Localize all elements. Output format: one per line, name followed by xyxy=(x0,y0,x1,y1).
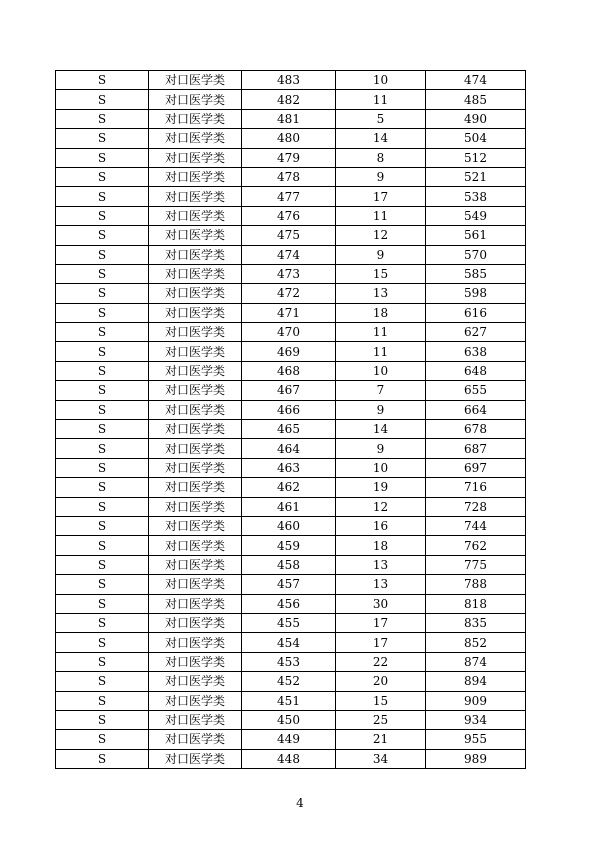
subject-category-cell: 对口医学类 xyxy=(149,264,242,283)
cumulative-count-cell: 909 xyxy=(426,691,526,710)
count-cell: 18 xyxy=(336,536,426,555)
subject-category-cell: 对口医学类 xyxy=(149,458,242,477)
table-row xyxy=(56,206,526,225)
category-code-cell: S xyxy=(56,749,149,768)
table-row xyxy=(56,129,526,148)
cumulative-count-cell: 512 xyxy=(426,148,526,167)
count-cell: 11 xyxy=(336,323,426,342)
category-code-cell: S xyxy=(56,691,149,710)
subject-category-cell: 对口医学类 xyxy=(149,420,242,439)
table-row xyxy=(56,167,526,186)
table-row xyxy=(56,187,526,206)
table-row xyxy=(56,497,526,516)
cumulative-count-cell: 627 xyxy=(426,323,526,342)
category-code-cell: S xyxy=(56,381,149,400)
score-cell: 465 xyxy=(242,420,336,439)
subject-category-cell: 对口医学类 xyxy=(149,536,242,555)
count-cell: 20 xyxy=(336,672,426,691)
subject-category-cell: 对口医学类 xyxy=(149,439,242,458)
score-cell: 453 xyxy=(242,652,336,671)
category-code-cell: S xyxy=(56,400,149,419)
table-row xyxy=(56,710,526,729)
score-cell: 482 xyxy=(242,90,336,109)
subject-category-cell: 对口医学类 xyxy=(149,90,242,109)
cumulative-count-cell: 664 xyxy=(426,400,526,419)
score-cell: 474 xyxy=(242,245,336,264)
score-cell: 466 xyxy=(242,400,336,419)
subject-category-cell: 对口医学类 xyxy=(149,187,242,206)
cumulative-count-cell: 934 xyxy=(426,710,526,729)
table-row xyxy=(56,749,526,768)
table-row xyxy=(56,90,526,109)
subject-category-cell: 对口医学类 xyxy=(149,361,242,380)
subject-category-cell: 对口医学类 xyxy=(149,613,242,632)
category-code-cell: S xyxy=(56,420,149,439)
count-cell: 14 xyxy=(336,420,426,439)
category-code-cell: S xyxy=(56,555,149,574)
count-cell: 16 xyxy=(336,516,426,535)
count-cell: 11 xyxy=(336,342,426,361)
cumulative-count-cell: 678 xyxy=(426,420,526,439)
count-cell: 13 xyxy=(336,284,426,303)
cumulative-count-cell: 744 xyxy=(426,516,526,535)
table-row xyxy=(56,672,526,691)
cumulative-count-cell: 648 xyxy=(426,361,526,380)
subject-category-cell: 对口医学类 xyxy=(149,516,242,535)
score-cell: 470 xyxy=(242,323,336,342)
score-cell: 468 xyxy=(242,361,336,380)
subject-category-cell: 对口医学类 xyxy=(149,303,242,322)
table-row xyxy=(56,400,526,419)
cumulative-count-cell: 818 xyxy=(426,594,526,613)
category-code-cell: S xyxy=(56,458,149,477)
score-cell: 481 xyxy=(242,109,336,128)
category-code-cell: S xyxy=(56,613,149,632)
category-code-cell: S xyxy=(56,129,149,148)
score-cell: 461 xyxy=(242,497,336,516)
count-cell: 18 xyxy=(336,303,426,322)
category-code-cell: S xyxy=(56,187,149,206)
table-row xyxy=(56,361,526,380)
cumulative-count-cell: 490 xyxy=(426,109,526,128)
cumulative-count-cell: 655 xyxy=(426,381,526,400)
score-cell: 469 xyxy=(242,342,336,361)
count-cell: 10 xyxy=(336,361,426,380)
count-cell: 15 xyxy=(336,691,426,710)
subject-category-cell: 对口医学类 xyxy=(149,710,242,729)
count-cell: 15 xyxy=(336,264,426,283)
score-cell: 473 xyxy=(242,264,336,283)
category-code-cell: S xyxy=(56,652,149,671)
category-code-cell: S xyxy=(56,361,149,380)
table-row xyxy=(56,323,526,342)
subject-category-cell: 对口医学类 xyxy=(149,730,242,749)
category-code-cell: S xyxy=(56,633,149,652)
category-code-cell: S xyxy=(56,342,149,361)
table-body xyxy=(56,71,526,769)
count-cell: 12 xyxy=(336,226,426,245)
cumulative-count-cell: 598 xyxy=(426,284,526,303)
cumulative-count-cell: 697 xyxy=(426,458,526,477)
count-cell: 19 xyxy=(336,478,426,497)
table-row xyxy=(56,342,526,361)
category-code-cell: S xyxy=(56,730,149,749)
cumulative-count-cell: 894 xyxy=(426,672,526,691)
cumulative-count-cell: 788 xyxy=(426,575,526,594)
count-cell: 22 xyxy=(336,652,426,671)
cumulative-count-cell: 638 xyxy=(426,342,526,361)
cumulative-count-cell: 561 xyxy=(426,226,526,245)
cumulative-count-cell: 504 xyxy=(426,129,526,148)
count-cell: 17 xyxy=(336,187,426,206)
cumulative-count-cell: 852 xyxy=(426,633,526,652)
count-cell: 17 xyxy=(336,613,426,632)
score-cell: 448 xyxy=(242,749,336,768)
count-cell: 11 xyxy=(336,206,426,225)
subject-category-cell: 对口医学类 xyxy=(149,71,242,90)
category-code-cell: S xyxy=(56,594,149,613)
score-cell: 457 xyxy=(242,575,336,594)
table-row xyxy=(56,730,526,749)
table-row xyxy=(56,71,526,90)
cumulative-count-cell: 585 xyxy=(426,264,526,283)
score-cell: 464 xyxy=(242,439,336,458)
count-cell: 9 xyxy=(336,439,426,458)
count-cell: 13 xyxy=(336,575,426,594)
cumulative-count-cell: 570 xyxy=(426,245,526,264)
cumulative-count-cell: 687 xyxy=(426,439,526,458)
category-code-cell: S xyxy=(56,264,149,283)
score-distribution-table xyxy=(55,70,526,769)
table-row xyxy=(56,439,526,458)
subject-category-cell: 对口医学类 xyxy=(149,206,242,225)
table-row xyxy=(56,420,526,439)
table-row xyxy=(56,691,526,710)
table-row xyxy=(56,633,526,652)
table-row xyxy=(56,555,526,574)
count-cell: 8 xyxy=(336,148,426,167)
subject-category-cell: 对口医学类 xyxy=(149,323,242,342)
count-cell: 9 xyxy=(336,400,426,419)
cumulative-count-cell: 989 xyxy=(426,749,526,768)
category-code-cell: S xyxy=(56,516,149,535)
cumulative-count-cell: 521 xyxy=(426,167,526,186)
table-row xyxy=(56,575,526,594)
category-code-cell: S xyxy=(56,323,149,342)
category-code-cell: S xyxy=(56,478,149,497)
count-cell: 25 xyxy=(336,710,426,729)
table-row xyxy=(56,536,526,555)
score-cell: 458 xyxy=(242,555,336,574)
table-row xyxy=(56,458,526,477)
subject-category-cell: 对口医学类 xyxy=(149,167,242,186)
subject-category-cell: 对口医学类 xyxy=(149,284,242,303)
score-cell: 463 xyxy=(242,458,336,477)
subject-category-cell: 对口医学类 xyxy=(149,342,242,361)
subject-category-cell: 对口医学类 xyxy=(149,400,242,419)
subject-category-cell: 对口医学类 xyxy=(149,691,242,710)
subject-category-cell: 对口医学类 xyxy=(149,652,242,671)
subject-category-cell: 对口医学类 xyxy=(149,478,242,497)
cumulative-count-cell: 728 xyxy=(426,497,526,516)
count-cell: 7 xyxy=(336,381,426,400)
score-cell: 467 xyxy=(242,381,336,400)
table-row xyxy=(56,516,526,535)
cumulative-count-cell: 538 xyxy=(426,187,526,206)
category-code-cell: S xyxy=(56,206,149,225)
category-code-cell: S xyxy=(56,148,149,167)
count-cell: 9 xyxy=(336,245,426,264)
score-cell: 483 xyxy=(242,71,336,90)
score-cell: 451 xyxy=(242,691,336,710)
subject-category-cell: 对口医学类 xyxy=(149,672,242,691)
category-code-cell: S xyxy=(56,109,149,128)
cumulative-count-cell: 955 xyxy=(426,730,526,749)
score-cell: 479 xyxy=(242,148,336,167)
score-cell: 450 xyxy=(242,710,336,729)
cumulative-count-cell: 775 xyxy=(426,555,526,574)
table-row xyxy=(56,148,526,167)
count-cell: 12 xyxy=(336,497,426,516)
score-cell: 475 xyxy=(242,226,336,245)
table-row xyxy=(56,478,526,497)
score-cell: 454 xyxy=(242,633,336,652)
subject-category-cell: 对口医学类 xyxy=(149,749,242,768)
score-cell: 478 xyxy=(242,167,336,186)
subject-category-cell: 对口医学类 xyxy=(149,555,242,574)
count-cell: 14 xyxy=(336,129,426,148)
score-cell: 456 xyxy=(242,594,336,613)
subject-category-cell: 对口医学类 xyxy=(149,381,242,400)
score-cell: 449 xyxy=(242,730,336,749)
category-code-cell: S xyxy=(56,226,149,245)
score-cell: 460 xyxy=(242,516,336,535)
category-code-cell: S xyxy=(56,672,149,691)
score-cell: 452 xyxy=(242,672,336,691)
count-cell: 17 xyxy=(336,633,426,652)
category-code-cell: S xyxy=(56,245,149,264)
score-cell: 455 xyxy=(242,613,336,632)
subject-category-cell: 对口医学类 xyxy=(149,129,242,148)
category-code-cell: S xyxy=(56,303,149,322)
count-cell: 30 xyxy=(336,594,426,613)
score-cell: 472 xyxy=(242,284,336,303)
table-row xyxy=(56,226,526,245)
cumulative-count-cell: 874 xyxy=(426,652,526,671)
table-row xyxy=(56,264,526,283)
subject-category-cell: 对口医学类 xyxy=(149,226,242,245)
cumulative-count-cell: 474 xyxy=(426,71,526,90)
count-cell: 5 xyxy=(336,109,426,128)
score-cell: 480 xyxy=(242,129,336,148)
subject-category-cell: 对口医学类 xyxy=(149,633,242,652)
cumulative-count-cell: 549 xyxy=(426,206,526,225)
score-cell: 477 xyxy=(242,187,336,206)
table-row xyxy=(56,594,526,613)
cumulative-count-cell: 485 xyxy=(426,90,526,109)
table-row xyxy=(56,381,526,400)
subject-category-cell: 对口医学类 xyxy=(149,148,242,167)
subject-category-cell: 对口医学类 xyxy=(149,245,242,264)
category-code-cell: S xyxy=(56,90,149,109)
count-cell: 10 xyxy=(336,71,426,90)
cumulative-count-cell: 716 xyxy=(426,478,526,497)
category-code-cell: S xyxy=(56,536,149,555)
table-row xyxy=(56,245,526,264)
count-cell: 13 xyxy=(336,555,426,574)
category-code-cell: S xyxy=(56,497,149,516)
page-number: 4 xyxy=(296,796,304,810)
category-code-cell: S xyxy=(56,710,149,729)
category-code-cell: S xyxy=(56,284,149,303)
score-cell: 471 xyxy=(242,303,336,322)
score-cell: 459 xyxy=(242,536,336,555)
table-row xyxy=(56,109,526,128)
count-cell: 10 xyxy=(336,458,426,477)
category-code-cell: S xyxy=(56,71,149,90)
table-row xyxy=(56,652,526,671)
table-row xyxy=(56,303,526,322)
cumulative-count-cell: 616 xyxy=(426,303,526,322)
subject-category-cell: 对口医学类 xyxy=(149,575,242,594)
count-cell: 9 xyxy=(336,167,426,186)
score-cell: 462 xyxy=(242,478,336,497)
count-cell: 34 xyxy=(336,749,426,768)
cumulative-count-cell: 835 xyxy=(426,613,526,632)
cumulative-count-cell: 762 xyxy=(426,536,526,555)
count-cell: 21 xyxy=(336,730,426,749)
score-cell: 476 xyxy=(242,206,336,225)
category-code-cell: S xyxy=(56,575,149,594)
category-code-cell: S xyxy=(56,439,149,458)
subject-category-cell: 对口医学类 xyxy=(149,594,242,613)
count-cell: 11 xyxy=(336,90,426,109)
category-code-cell: S xyxy=(56,167,149,186)
subject-category-cell: 对口医学类 xyxy=(149,109,242,128)
table-row xyxy=(56,284,526,303)
subject-category-cell: 对口医学类 xyxy=(149,497,242,516)
table-row xyxy=(56,613,526,632)
